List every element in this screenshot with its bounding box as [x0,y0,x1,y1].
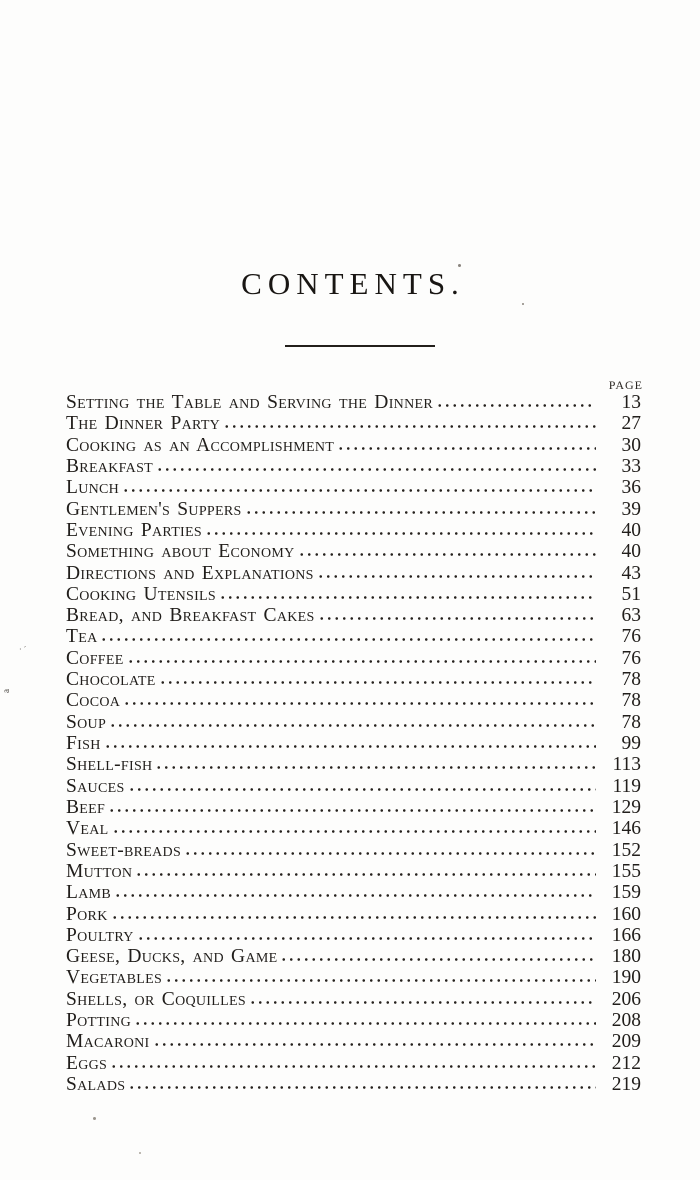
toc-row [66,1010,641,1031]
toc-row [66,818,641,839]
dot-leader [104,744,596,749]
toc-entry-page: 219 [611,1074,641,1095]
toc-row [66,733,641,754]
toc-row [66,563,641,584]
toc-entry-page: 63 [621,605,641,627]
toc-entry-page: 190 [611,967,641,989]
toc-entry-label: Gentlemen's Suppers [66,498,242,520]
dot-leader [219,595,596,600]
toc-row [66,605,641,626]
toc-row [66,477,641,498]
toc-entry-label: Soup [66,711,107,733]
toc-entry-label: Pork [66,903,108,925]
toc-row [66,882,641,903]
toc-entry-page: 78 [621,690,641,712]
toc-entry-label: Potting [66,1010,132,1032]
toc-entry-page: 166 [611,924,641,946]
toc-row [66,1053,641,1074]
toc-entry-label: Beef [66,796,106,818]
toc-entry-label: Mutton [66,860,133,882]
dot-leader [317,574,596,579]
scan-speck [522,303,524,305]
toc-row [66,541,641,562]
toc-row [66,392,641,413]
toc-entry-page: 209 [611,1031,641,1053]
toc-entry-label: Salads [66,1074,126,1095]
dot-leader [205,531,596,536]
page-column-header: PAGE [608,378,643,392]
dot-leader [245,510,596,515]
toc-entry-page: 159 [611,882,641,904]
toc-list [66,392,641,1095]
toc-entry-page: 76 [621,626,641,648]
toc-entry-page: 113 [612,754,641,776]
toc-entry-page: 152 [611,839,641,861]
dot-leader [137,936,596,941]
toc-entry-label: Shell-fish [66,754,153,776]
toc-entry-page: 40 [621,541,641,563]
toc-row [66,456,641,477]
toc-entry-label: Breakfast [66,455,154,477]
dot-leader [134,1021,596,1026]
toc-entry-label: Macaroni [66,1031,150,1053]
dot-leader [128,1085,596,1090]
toc-entry-label: Fish [66,733,101,754]
toc-entry-page: 155 [611,860,641,882]
toc-entry-label: Tea [66,626,98,648]
toc-entry-page: 39 [621,498,641,520]
toc-row [66,626,641,647]
toc-entry-page: 180 [611,946,641,968]
toc-entry-label: Coffee [66,647,124,669]
toc-entry-label: Directions and Explanations [66,562,314,584]
toc-entry-page: 27 [621,413,641,435]
toc-entry-label: Eggs [66,1052,108,1074]
toc-entry-page: 13 [621,392,641,413]
dot-leader [127,659,596,664]
dot-leader [184,851,596,856]
toc-entry-page: 51 [621,583,641,605]
scan-speck [93,1117,96,1120]
dot-leader [153,1042,596,1047]
dot-leader [280,957,596,962]
dot-leader [436,403,596,408]
title-divider [285,345,435,347]
toc-entry-label: Poultry [66,924,134,946]
toc-row [66,925,641,946]
toc-entry-page: 43 [621,562,641,584]
toc-row [66,520,641,541]
toc-entry-page: 78 [621,711,641,733]
dot-leader [337,446,596,451]
toc-entry-page: 33 [621,455,641,477]
dot-leader [122,488,596,493]
toc-entry-label: Vegetables [66,967,163,989]
toc-row [66,840,641,861]
dot-leader [298,552,596,557]
dot-leader [223,424,596,429]
toc-entry-page: 160 [611,903,641,925]
toc-row [66,712,641,733]
scan-artifact: ·´ [19,645,29,654]
scan-speck [139,1152,141,1154]
dot-leader [249,1000,596,1005]
toc-row [66,669,641,690]
toc-entry-label: Veal [66,818,109,840]
toc-entry-page: 208 [611,1010,641,1032]
toc-entry-page: 212 [611,1052,641,1074]
toc-entry-label: Shells, or Coquilles [66,988,246,1010]
toc-row [66,989,641,1010]
dot-leader [128,787,596,792]
dot-leader [135,872,596,877]
toc-entry-label: Sweet-breads [66,839,182,861]
toc-entry-label: Geese, Ducks, and Game [66,946,278,968]
dot-leader [165,978,596,983]
toc-row [66,648,641,669]
toc-row [66,1074,641,1095]
toc-row [66,499,641,520]
toc-row [66,797,641,818]
dot-leader [109,723,596,728]
toc-row [66,776,641,797]
dot-leader [156,467,596,472]
toc-entry-label: Setting the Table and Serving the Dinner [66,392,433,413]
dot-leader [108,808,596,813]
dot-leader [155,765,596,770]
toc-row [66,435,641,456]
toc-entry-label: Lunch [66,477,120,499]
dot-leader [110,1064,596,1069]
dot-leader [159,680,596,685]
dot-leader [318,616,596,621]
scan-artifact: a [1,689,11,693]
toc-row [66,690,641,711]
toc-entry-label: Lamb [66,882,112,904]
toc-entry-page: 146 [611,818,641,840]
toc-entry-label: Evening Parties [66,519,202,541]
dot-leader [112,829,597,834]
toc-row [66,946,641,967]
toc-row [66,413,641,434]
toc-entry-page: 206 [611,988,641,1010]
toc-entry-page: 129 [611,796,641,818]
toc-entry-page: 78 [621,669,641,691]
toc-entry-label: Cocoa [66,690,121,712]
page-title: CONTENTS. [241,266,465,301]
dot-leader [111,915,596,920]
toc-entry-label: Chocolate [66,669,156,691]
toc-entry-label: Cooking as an Accomplishment [66,434,335,456]
dot-leader [114,893,596,898]
toc-entry-label: Bread, and Breakfast Cakes [66,605,315,627]
toc-entry-page: 99 [621,733,641,754]
toc-entry-page: 36 [621,477,641,499]
toc-entry-label: Cooking Utensils [66,583,216,605]
toc-row [66,967,641,988]
toc-entry-page: 76 [621,647,641,669]
toc-row [66,904,641,925]
toc-entry-label: The Dinner Party [66,413,221,435]
toc-row [66,754,641,775]
toc-entry-page: 30 [621,434,641,456]
toc-entry-page: 119 [612,775,641,797]
toc-entry-label: Sauces [66,775,125,797]
toc-entry-page: 40 [621,519,641,541]
dot-leader [123,701,596,706]
toc-row [66,1031,641,1052]
dot-leader [100,637,596,642]
toc-row [66,584,641,605]
toc-entry-label: Something about Economy [66,541,295,563]
toc-row [66,861,641,882]
